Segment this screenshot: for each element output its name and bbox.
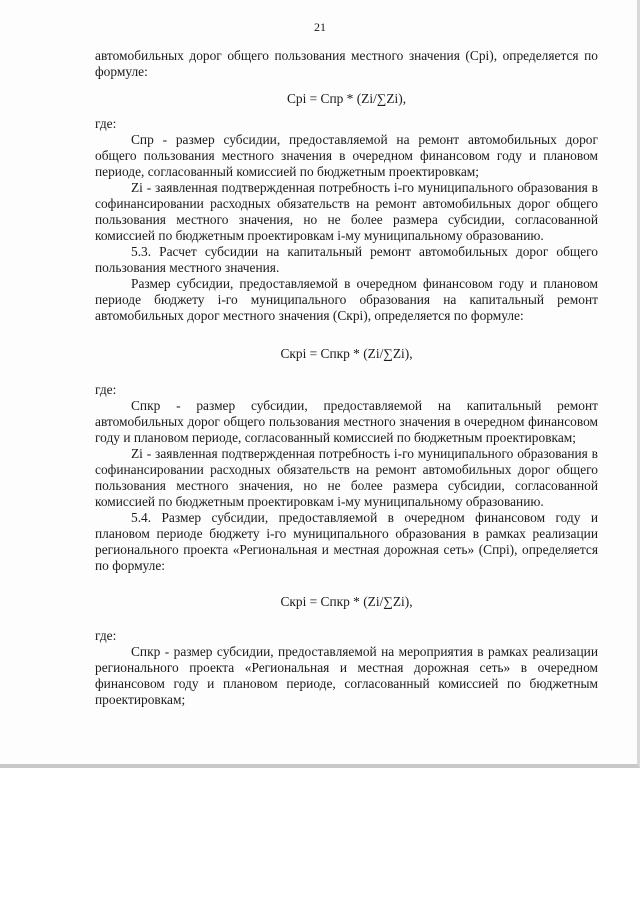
definition-spkr: Спкр - размер субсидии, предоставляемой на мероприятия в рамках реализации регионального проекта «Региональная и местная дорожная сеть» в очередном финансовом году и плановом периоде, согласованный комиссией по бюджетным проектировкам; xyxy=(95,644,598,707)
section-5-3: 5.3. Расчет субсидии на капитальный ремонт автомобильных дорог общего пользования местного значения. xyxy=(95,244,598,275)
formula-cpi: Cpi = Спр * (Zi/∑Zi), xyxy=(286,91,407,106)
where-label: где: xyxy=(95,116,117,131)
definition-spkr: Спкр - размер субсидии, предоставляемой на капитальный ремонт автомобильных дорог общего пользования местного значения в очередном финансовом году и плановом периоде, согласованный комиссией по бюджетным проектировкам; xyxy=(95,398,598,445)
formula-ckpi: Cкpi = Спкр * (Zi/∑Zi), xyxy=(280,346,413,361)
document-body xyxy=(95,48,598,708)
definition-spr: Спр - размер субсидии, предоставляемой на ремонт автомобильных дорог общего пользования местного значения в очередном финансовом году и плановом периоде, согласованный комиссией по бюджетным проектировкам; xyxy=(95,132,598,179)
section-5-4: 5.4. Размер субсидии, предоставляемой в очередном финансовом году и плановом периоде бюджету i-го муниципального образования в рамках реализации регионального проекта «Региональная и местная дорожная сеть» (Cпpi), определяется по формуле: xyxy=(95,510,598,573)
definition-zi: Zi - заявленная подтвержденная потребность i-го муниципального образования в софинансировании расходных обязательств на ремонт автомобильных дорог общего пользования местного значения, но не более размера субсидии, согласованной комиссией по бюджетным проектировкам i-му муниципальному образованию. xyxy=(95,446,598,509)
definition-zi: Zi - заявленная подтвержденная потребность i-го муниципального образования в софинансировании расходных обязательств на ремонт автомобильных дорог общего пользования местного значения, но не более размера субсидии, согласованной комиссией по бюджетным проектировкам i-му муниципальному образованию. xyxy=(95,180,598,243)
paragraph-capital-repair: Размер субсидии, предоставляемой в очередном финансовом году и плановом периоде бюджету i-го муниципального образования на капитальный ремонт автомобильных дорог местного значения (Cкpi), определяется по формуле: xyxy=(95,276,598,323)
where-label: где: xyxy=(95,628,117,643)
where-label: где: xyxy=(95,382,117,397)
page-number: 21 xyxy=(314,20,326,34)
paragraph-continuation: автомобильных дорог общего пользования местного значения (Cpi), определяется по формуле: xyxy=(95,48,598,79)
formula-ckpi: Cкpi = Спкр * (Zi/∑Zi), xyxy=(280,594,413,609)
